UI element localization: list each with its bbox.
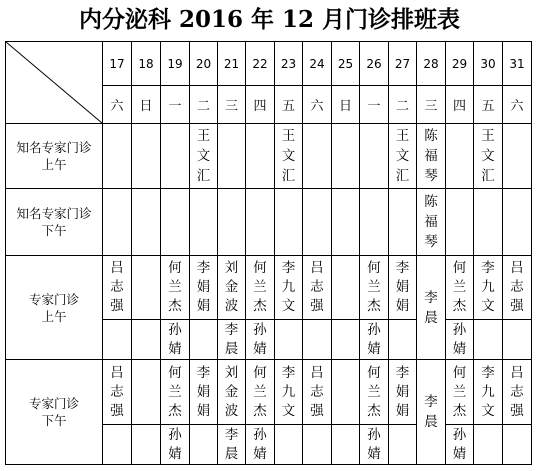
day-number-cell: 20 bbox=[190, 42, 218, 86]
doctor-name: 孙婧 bbox=[367, 321, 381, 357]
doctor-name-cell bbox=[503, 189, 532, 256]
doctor-name-cell bbox=[246, 360, 275, 425]
doctor-name: 何兰杰 bbox=[253, 260, 267, 314]
schedule-row-expert-pm bbox=[6, 189, 532, 256]
doctor-name-cell bbox=[190, 360, 218, 425]
doctor-name-cell bbox=[190, 256, 218, 320]
day-number-cell: 31 bbox=[503, 42, 532, 86]
weekday-cell: 三 bbox=[417, 86, 446, 124]
day-number-cell: 17 bbox=[103, 42, 132, 86]
day-number-cell: 19 bbox=[161, 42, 190, 86]
doctor-name-cell bbox=[103, 124, 132, 189]
doctor-name-cell bbox=[190, 124, 218, 189]
weekday-cell: 一 bbox=[360, 86, 389, 124]
row-label-line: 专家门诊 bbox=[28, 291, 79, 307]
doctor-name-cell bbox=[503, 360, 532, 425]
doctor-name: 孙婧 bbox=[452, 321, 467, 357]
weekday-cell: 日 bbox=[132, 86, 161, 124]
doctor-name-cell bbox=[218, 124, 246, 189]
doctor-name: 李九文 bbox=[481, 260, 495, 314]
row-label-line: 上午 bbox=[41, 308, 67, 324]
row-label-clinic-am bbox=[6, 256, 103, 360]
row-label-line: 下午 bbox=[41, 223, 67, 238]
doctor-name: 何兰杰 bbox=[253, 364, 267, 419]
doctor-name-cell bbox=[132, 425, 161, 465]
doctor-name-cell bbox=[132, 124, 161, 189]
doctor-name: 李晨 bbox=[424, 394, 438, 430]
doctor-name-cell bbox=[246, 124, 275, 189]
doctor-name-cell bbox=[275, 425, 303, 465]
doctor-name-cell bbox=[360, 124, 389, 189]
doctor-name-cell bbox=[446, 360, 474, 425]
doctor-name-cell bbox=[389, 256, 417, 320]
doctor-name: 李娟娟 bbox=[395, 260, 410, 314]
doctor-name: 孙婧 bbox=[168, 321, 182, 357]
doctor-name-cell bbox=[303, 256, 332, 320]
weekday-cell: 六 bbox=[103, 86, 132, 124]
doctor-name-cell bbox=[389, 425, 417, 465]
doctor-name-cell bbox=[132, 256, 161, 320]
doctor-name-cell bbox=[132, 360, 161, 425]
weekday-cell: 三 bbox=[218, 86, 246, 124]
doctor-name: 何兰杰 bbox=[367, 364, 381, 419]
row-label-line: 上午 bbox=[41, 157, 67, 172]
doctor-name: 吕志强 bbox=[110, 364, 124, 419]
day-number-cell: 30 bbox=[474, 42, 503, 86]
doctor-name: 何兰杰 bbox=[452, 260, 467, 314]
day-number-cell: 22 bbox=[246, 42, 275, 86]
row-label-expert-am bbox=[6, 124, 103, 189]
doctor-name: 李娟娟 bbox=[196, 364, 211, 419]
doctor-name-cell bbox=[218, 360, 246, 425]
weekday-cell: 二 bbox=[389, 86, 417, 124]
row-label-line: 专家门诊 bbox=[28, 396, 79, 411]
doctor-name-cell bbox=[446, 425, 474, 465]
weekday-cell: 四 bbox=[446, 86, 474, 124]
doctor-name-cell bbox=[446, 256, 474, 320]
weekday-cell: 五 bbox=[474, 86, 503, 124]
doctor-name-cell bbox=[503, 320, 532, 360]
doctor-name: 刘金波 bbox=[224, 364, 239, 419]
doctor-name: 李九文 bbox=[481, 364, 495, 419]
doctor-name-cell bbox=[303, 425, 332, 465]
day-number-cell: 24 bbox=[303, 42, 332, 86]
doctor-name-cell bbox=[417, 124, 446, 189]
schedule-table bbox=[5, 41, 532, 465]
doctor-name-cell bbox=[446, 124, 474, 189]
doctor-name: 陈福琴 bbox=[424, 194, 438, 250]
corner-diagonal-cell bbox=[6, 42, 103, 124]
doctor-name-cell bbox=[446, 320, 474, 360]
doctor-name-cell bbox=[161, 320, 190, 360]
doctor-name: 何兰杰 bbox=[367, 260, 381, 314]
doctor-name: 孙婧 bbox=[367, 426, 381, 462]
doctor-name: 李娟娟 bbox=[196, 260, 211, 314]
doctor-name: 何兰杰 bbox=[168, 260, 182, 314]
doctor-name: 李九文 bbox=[281, 364, 296, 419]
doctor-name-cell bbox=[332, 320, 360, 360]
doctor-name-cell bbox=[332, 425, 360, 465]
doctor-name-cell bbox=[303, 124, 332, 189]
doctor-name-cell bbox=[103, 256, 132, 320]
weekday-cell: 一 bbox=[161, 86, 190, 124]
doctor-name-cell bbox=[275, 256, 303, 320]
doctor-name-cell bbox=[360, 360, 389, 425]
doctor-name: 李晨 bbox=[224, 426, 239, 462]
day-number-cell: 25 bbox=[332, 42, 360, 86]
doctor-name: 何兰杰 bbox=[452, 364, 467, 419]
doctor-name: 李晨 bbox=[224, 321, 239, 357]
doctor-name: 陈福琴 bbox=[424, 128, 438, 184]
doctor-name-cell bbox=[218, 320, 246, 360]
weekday-cell: 六 bbox=[503, 86, 532, 124]
doctor-name-cell bbox=[360, 189, 389, 256]
doctor-name-cell bbox=[303, 189, 332, 256]
doctor-name-cell bbox=[275, 360, 303, 425]
doctor-name: 吕志强 bbox=[110, 260, 124, 314]
doctor-name: 李晨 bbox=[424, 289, 438, 326]
doctor-name-cell bbox=[446, 189, 474, 256]
doctor-name: 刘金波 bbox=[224, 260, 239, 314]
page-title: 内分泌科 2016 年 12 月门诊排班表 bbox=[78, 6, 461, 33]
weekday-cell: 日 bbox=[332, 86, 360, 124]
day-number-cell: 23 bbox=[275, 42, 303, 86]
doctor-name-cell bbox=[246, 425, 275, 465]
row-label-line: 下午 bbox=[41, 413, 67, 428]
day-number-cell: 28 bbox=[417, 42, 446, 86]
doctor-name: 吕志强 bbox=[310, 260, 324, 314]
doctor-name-cell bbox=[389, 189, 417, 256]
doctor-name: 王文汇 bbox=[481, 128, 495, 184]
doctor-name-cell bbox=[246, 320, 275, 360]
doctor-name-cell bbox=[417, 189, 446, 256]
doctor-name-cell bbox=[389, 320, 417, 360]
doctor-name-cell bbox=[103, 425, 132, 465]
doctor-name: 吕志强 bbox=[310, 364, 324, 419]
weekday-cell: 五 bbox=[275, 86, 303, 124]
row-label-clinic-pm bbox=[6, 360, 103, 465]
weekday-cell: 四 bbox=[246, 86, 275, 124]
doctor-name-cell bbox=[474, 425, 503, 465]
day-number-cell: 29 bbox=[446, 42, 474, 86]
row-label-line: 知名专家门诊 bbox=[16, 140, 92, 155]
day-number-row bbox=[6, 42, 532, 86]
doctor-name-cell bbox=[474, 189, 503, 256]
doctor-name-cell bbox=[161, 360, 190, 425]
doctor-name-cell bbox=[417, 360, 446, 465]
doctor-name-cell bbox=[275, 124, 303, 189]
doctor-name: 吕志强 bbox=[510, 364, 524, 419]
doctor-name: 吕志强 bbox=[510, 260, 524, 314]
doctor-name-cell bbox=[246, 256, 275, 320]
doctor-name-cell bbox=[332, 360, 360, 425]
doctor-name-cell bbox=[161, 425, 190, 465]
doctor-name: 孙婧 bbox=[253, 426, 267, 462]
doctor-name-cell bbox=[103, 320, 132, 360]
doctor-name-cell bbox=[190, 320, 218, 360]
doctor-name-cell bbox=[103, 360, 132, 425]
doctor-name-cell bbox=[275, 189, 303, 256]
doctor-name-cell bbox=[190, 189, 218, 256]
doctor-name: 王文汇 bbox=[196, 128, 211, 184]
day-number-cell: 21 bbox=[218, 42, 246, 86]
weekday-cell: 二 bbox=[190, 86, 218, 124]
doctor-name: 孙婧 bbox=[168, 426, 182, 462]
doctor-name-cell bbox=[503, 425, 532, 465]
doctor-name-cell bbox=[132, 189, 161, 256]
doctor-name: 孙婧 bbox=[452, 426, 467, 462]
doctor-name-cell bbox=[474, 124, 503, 189]
doctor-name-cell bbox=[275, 320, 303, 360]
day-number-cell: 18 bbox=[132, 42, 161, 86]
day-number-cell: 26 bbox=[360, 42, 389, 86]
doctor-name-cell bbox=[474, 360, 503, 425]
doctor-name-cell bbox=[303, 320, 332, 360]
doctor-name-cell bbox=[332, 189, 360, 256]
doctor-name-cell bbox=[360, 425, 389, 465]
doctor-name-cell bbox=[389, 360, 417, 425]
doctor-name: 孙婧 bbox=[253, 321, 267, 357]
doctor-name-cell bbox=[389, 124, 417, 189]
doctor-name-cell bbox=[332, 256, 360, 320]
doctor-name-cell bbox=[360, 256, 389, 320]
doctor-name-cell bbox=[161, 189, 190, 256]
doctor-name-cell bbox=[303, 360, 332, 425]
doctor-name-cell bbox=[474, 320, 503, 360]
doctor-name-cell bbox=[417, 256, 446, 360]
doctor-name-cell bbox=[503, 256, 532, 320]
doctor-name-cell bbox=[103, 189, 132, 256]
schedule-row-clinic-pm bbox=[6, 360, 532, 425]
doctor-name: 王文汇 bbox=[281, 128, 296, 184]
schedule-row-expert-am bbox=[6, 124, 532, 189]
doctor-name-cell bbox=[132, 320, 161, 360]
doctor-name-cell bbox=[360, 320, 389, 360]
row-label-line: 知名专家门诊 bbox=[16, 206, 92, 221]
doctor-name-cell bbox=[218, 256, 246, 320]
doctor-name-cell bbox=[218, 189, 246, 256]
weekday-cell: 六 bbox=[303, 86, 332, 124]
doctor-name-cell bbox=[190, 425, 218, 465]
doctor-name-cell bbox=[503, 124, 532, 189]
doctor-name: 何兰杰 bbox=[168, 364, 182, 419]
doctor-name-cell bbox=[246, 189, 275, 256]
doctor-name: 李娟娟 bbox=[395, 364, 410, 419]
doctor-name-cell bbox=[218, 425, 246, 465]
doctor-name: 李九文 bbox=[281, 260, 296, 314]
doctor-name-cell bbox=[161, 124, 190, 189]
day-number-cell: 27 bbox=[389, 42, 417, 86]
doctor-name-cell bbox=[474, 256, 503, 320]
schedule-row-clinic-am bbox=[6, 256, 532, 320]
doctor-name-cell bbox=[332, 124, 360, 189]
doctor-name: 王文汇 bbox=[395, 128, 410, 184]
doctor-name-cell bbox=[161, 256, 190, 320]
row-label-expert-pm bbox=[6, 189, 103, 256]
